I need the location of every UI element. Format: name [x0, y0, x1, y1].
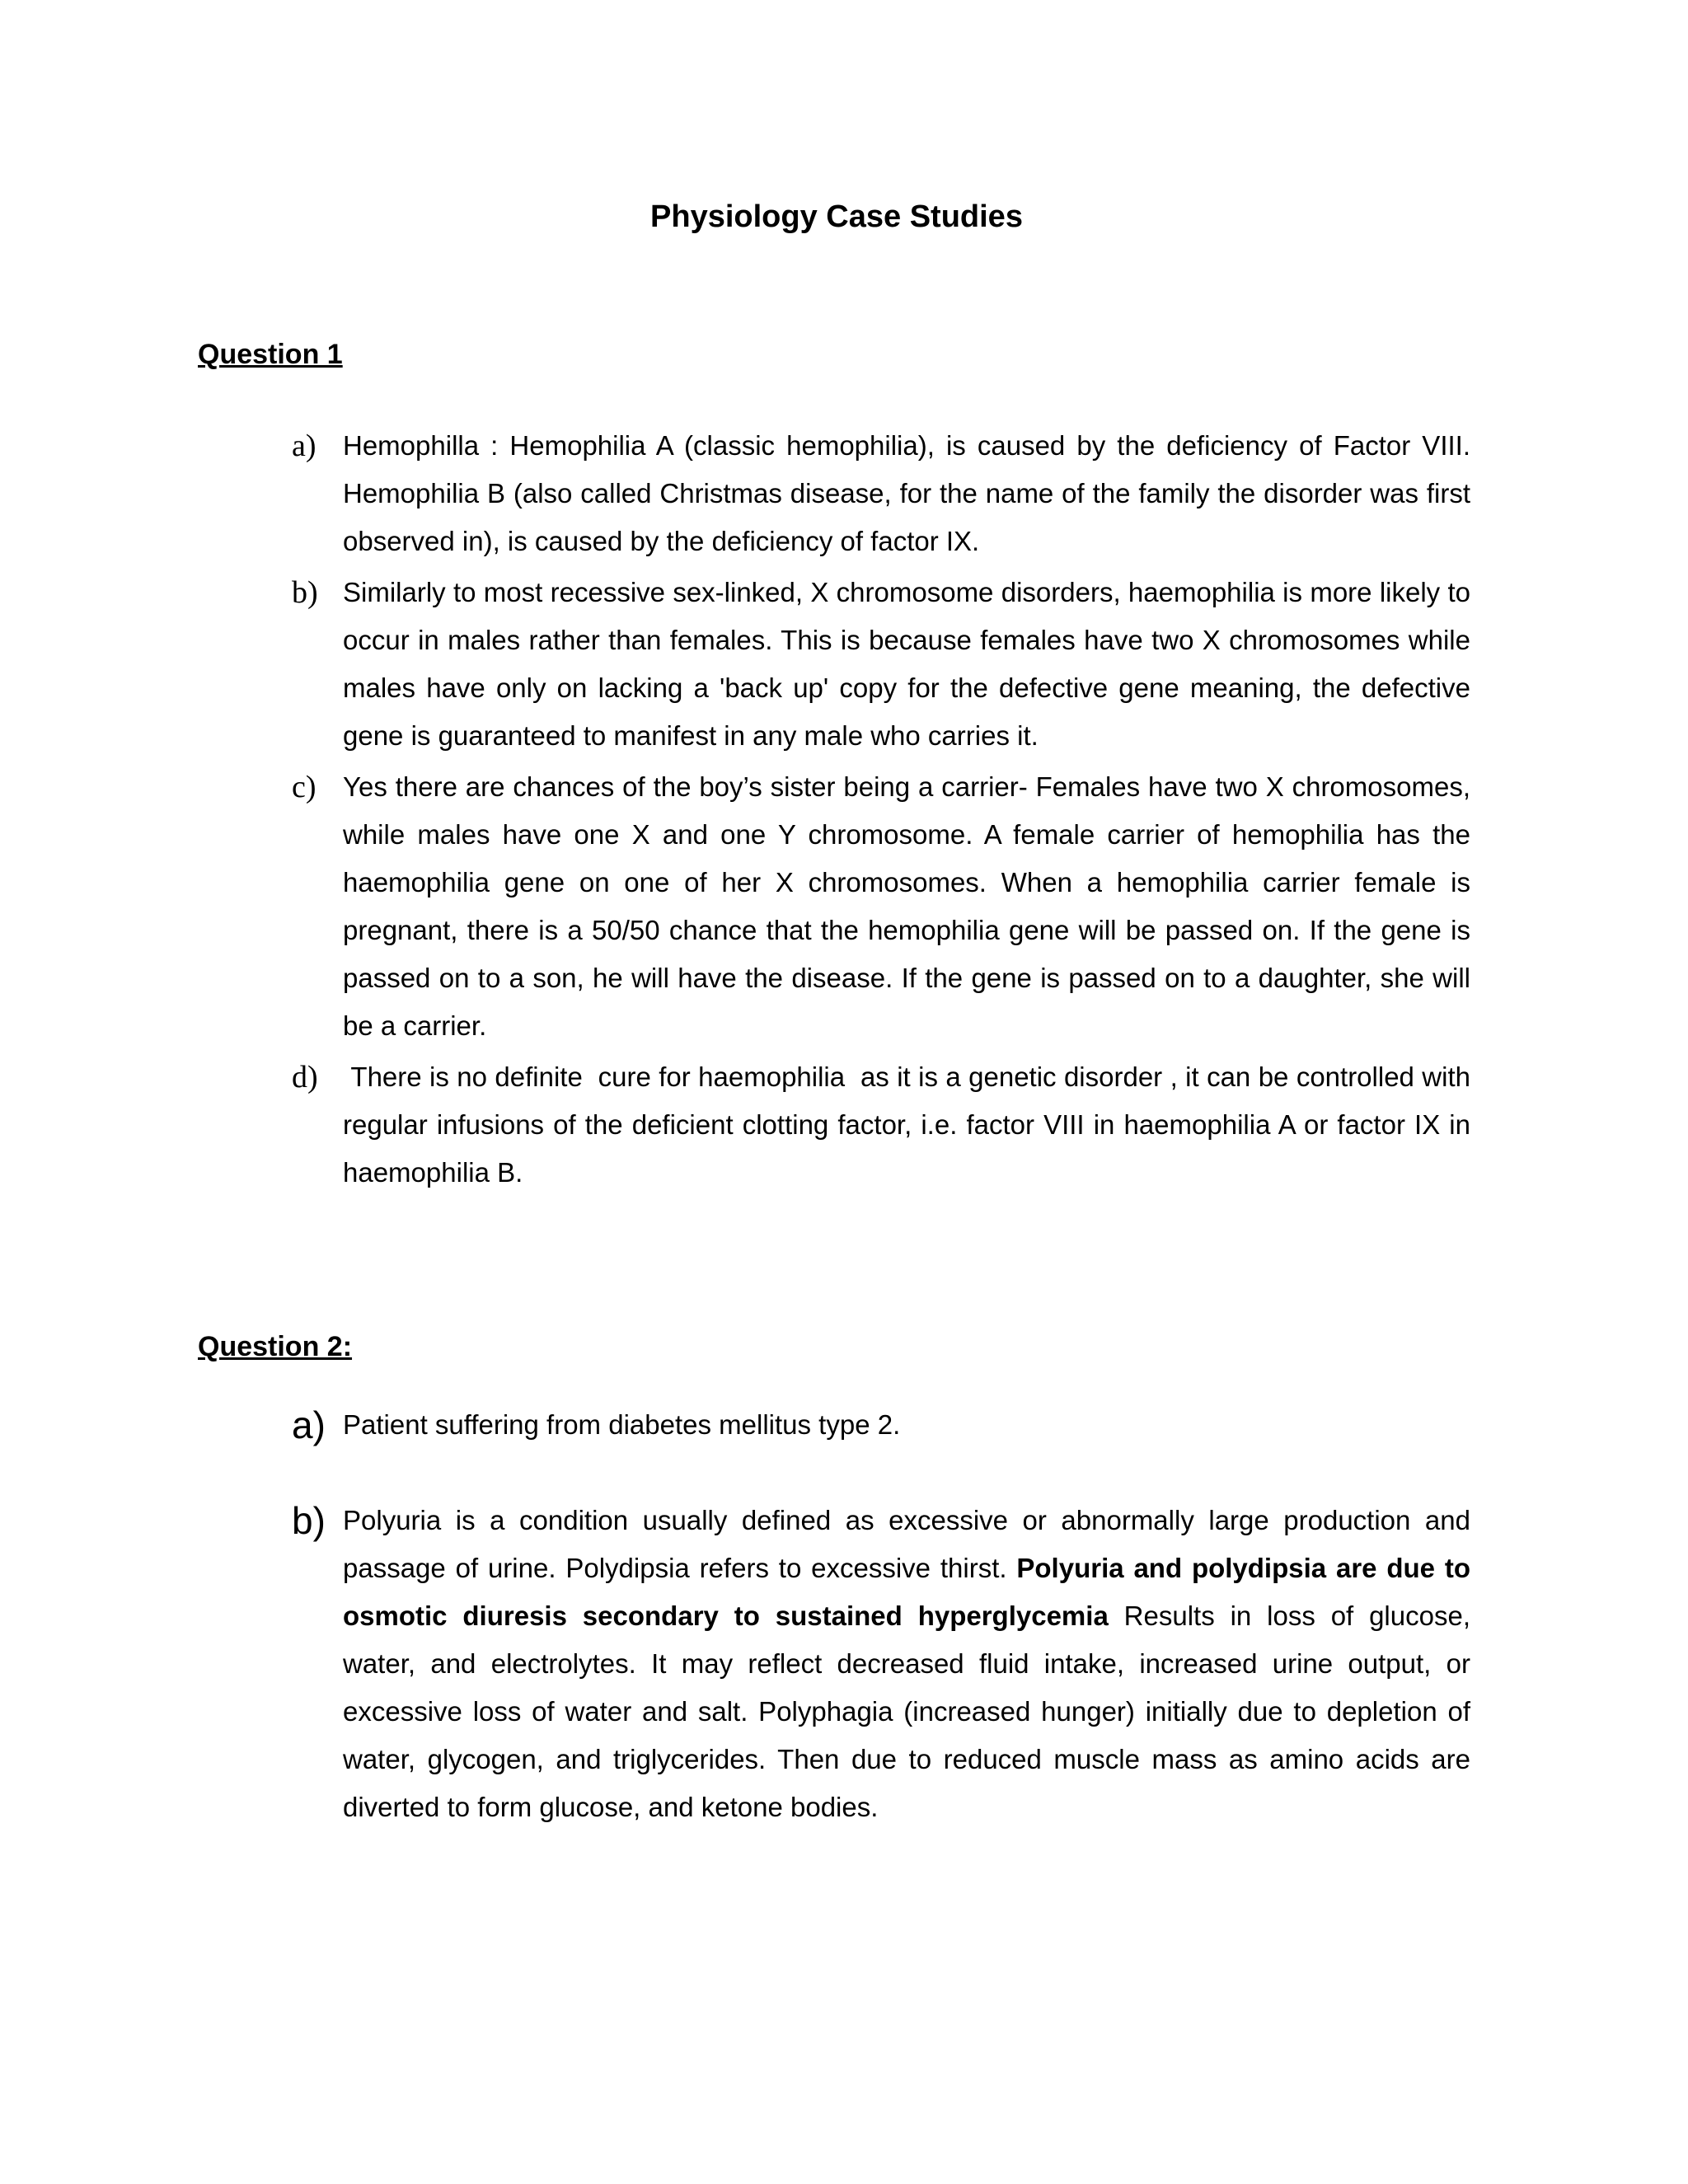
item-text-rest: Results in loss of glucose, water, and electrolytes. It may reflect decreased fluid intake, increased urine output, or excessive loss of water and salt. Polyphagia (increased hunger) initially due to depletion of water, glycogen, and triglycerides. Then due to reduced muscle mass as amino acids are diverted to form glucose, and ketone bodies. [343, 1601, 1470, 1822]
item-text: Similarly to most recessive sex-linked, X chromosome disorders, haemophilia is more likely to occur in males rather than females. This is because females have two X chromosomes while males have only on lacking a 'back up' copy for the defective gene meaning, the defective gene is guaranteed to manifest in any male who carries it. [343, 577, 1470, 751]
item-text: Yes there are chances of the boy’s sister being a carrier- Females have two X chromosomes, while males have one X and one Y chromosome. A female carrier of hemophilia has the haemophilia gene on one of her X chromosomes. When a hemophilia carrier female is pregnant, there is a 50/50 chance that the hemophilia gene will be passed on. If the gene is passed on to a son, he will have the disease. If the gene is passed on to a daughter, she will be a carrier. [343, 771, 1470, 1041]
item-text-intro: Polyuria is a condition usually defined as excessive or abnormally large production and passage of urine. Polydipsia refers to excessive thirst. [343, 1505, 1470, 1583]
question-1-item-d [292, 1053, 1479, 1197]
item-text: Patient suffering from diabetes mellitus type 2. [343, 1409, 901, 1440]
item-marker: a) [292, 429, 316, 463]
question-2-heading: Question 2: [198, 1331, 353, 1362]
item-marker: b) [292, 575, 318, 610]
question-1-heading: Question 1 [198, 339, 343, 370]
item-marker: c) [292, 770, 316, 804]
question-2-item-b [292, 1497, 1470, 1831]
item-text-bold: Polyuria and polydipsia are due to osmotic diuresis secondary to sustained hyperglycemia [343, 1553, 1471, 1631]
question-1-item-c [292, 763, 1470, 1050]
document-title: Physiology Case Studies [650, 199, 1023, 234]
question-1-item-b [292, 569, 1470, 760]
item-text: Hemophilla : Hemophilia A (classic hemophilia), is caused by the deficiency of Factor VIII. Hemophilia B (also called Christmas disease, for the name of the family the disorder was first observed in), is caused by the deficiency of factor IX. [343, 430, 1470, 556]
item-text: There is no definite cure for haemophilia as it is a genetic disorder , it can be controlled with regular infusions of the deficient clotting factor, i.e. factor VIII in haemophilia A or factor IX in haemophilia B. [343, 1062, 1479, 1188]
item-text [343, 1497, 1470, 1831]
question-1-item-a [292, 422, 1470, 565]
item-marker: d) [292, 1060, 318, 1094]
item-marker: a) [292, 1404, 326, 1446]
question-2-item-a [292, 1401, 1470, 1449]
item-marker: b) [292, 1499, 326, 1542]
